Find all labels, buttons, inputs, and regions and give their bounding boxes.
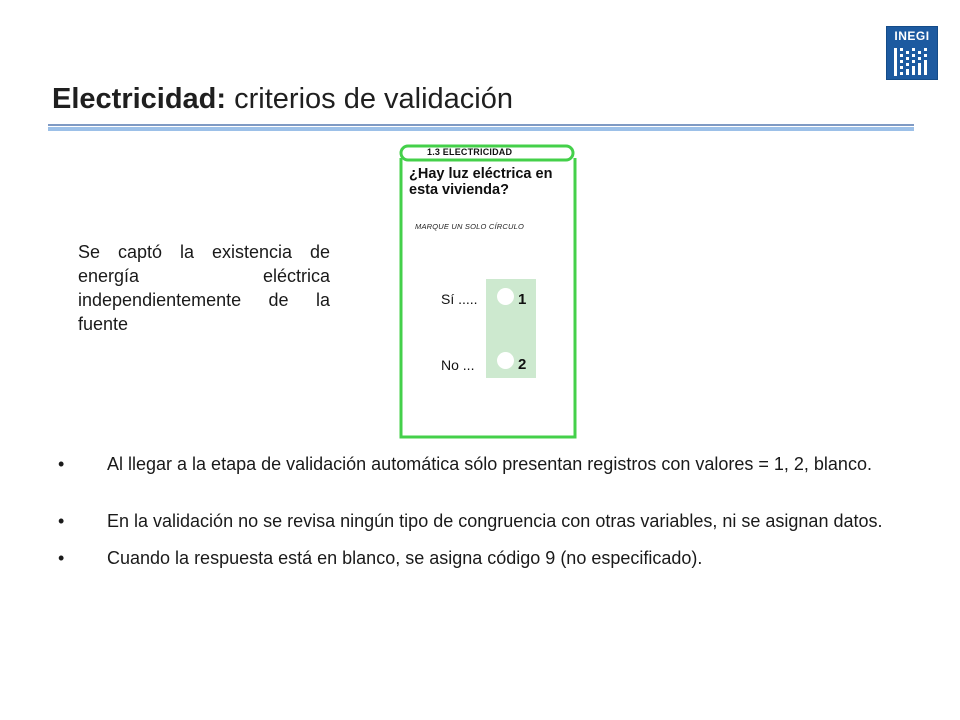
page-title-bold: Electricidad: (52, 83, 227, 115)
title-underline-dark (48, 124, 914, 126)
bullet-symbol: • (58, 548, 65, 568)
option-no-code: 2 (518, 356, 527, 373)
side-note: Se captó la existencia de energía eléctrica independientemente de la fuente (78, 242, 330, 334)
bullet-symbol: • (58, 454, 65, 474)
bullet-item (58, 509, 935, 533)
bullet-symbol: • (58, 511, 65, 531)
bullet-item (58, 452, 935, 476)
option-si-circle[interactable] (497, 288, 514, 305)
inegi-logo (886, 26, 938, 80)
title-underline (48, 124, 914, 131)
logo-text: INEGI (894, 29, 930, 43)
bullet-text: Al llegar a la etapa de validación automática sólo presentan registros con valores = 1, 2, blanco. (107, 454, 872, 474)
form-header: 1.3 ELECTRICIDAD (427, 147, 513, 157)
option-no-circle[interactable] (497, 352, 514, 369)
title-underline-light (48, 127, 914, 131)
questionnaire-form (399, 141, 577, 439)
logo-dots-graphic (893, 47, 933, 77)
bullet-list (58, 452, 935, 570)
page-title (52, 83, 513, 116)
bullet-text: Cuando la respuesta está en blanco, se asigna código 9 (no especificado). (107, 548, 703, 568)
option-si-label: Sí ..... (441, 291, 478, 307)
bullet-text: En la validación no se revisa ningún tipo de congruencia con otras variables, ni se asignan datos. (107, 511, 883, 531)
bullet-item (58, 546, 935, 570)
page-title-rest: criterios de validación (226, 83, 513, 115)
option-no-label: No ... (441, 357, 475, 373)
form-question: ¿Hay luz eléctrica en esta vivienda? (409, 166, 553, 198)
option-si-code: 1 (518, 291, 527, 308)
form-instruction: MARQUE UN SOLO CÍRCULO (415, 222, 524, 231)
